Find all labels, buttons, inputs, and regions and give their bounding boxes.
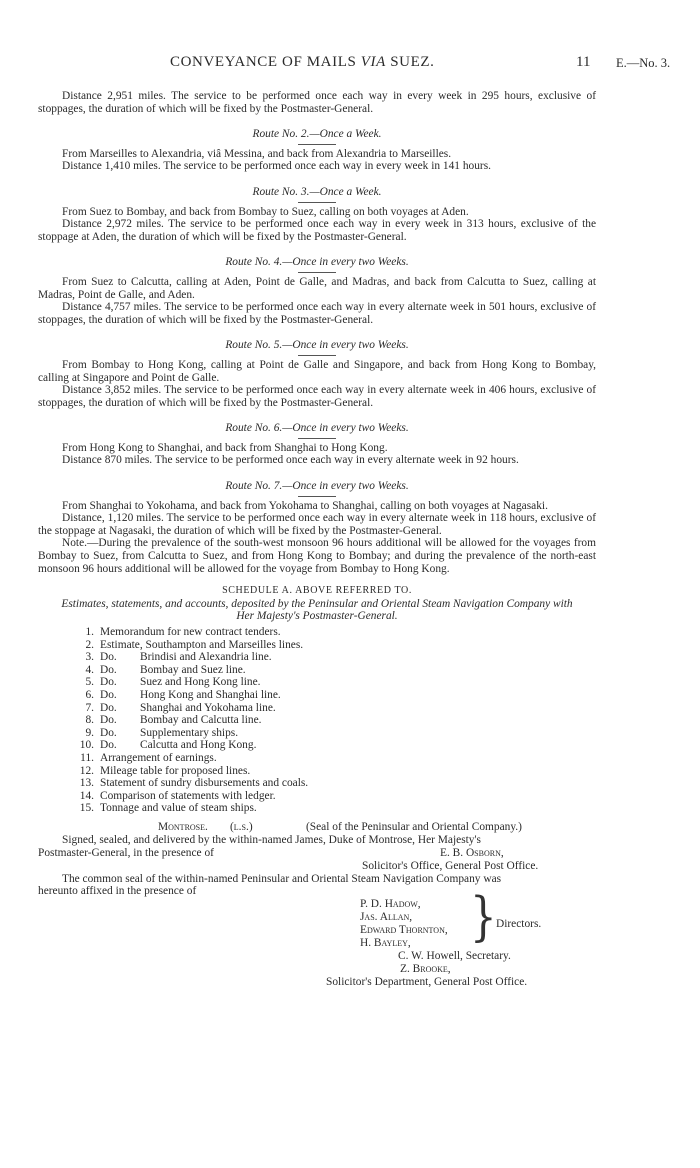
common-seal-statement: The common seal of the within-named Peninsular and Oriental Steam Navigation Company was [62, 872, 502, 885]
schedule-item: 1. Memorandum for new contract tenders. [85, 626, 281, 638]
route-divider [298, 202, 336, 203]
route-3 [38, 186, 596, 243]
schedule-item: 10. Do. Calcutta and Hong Kong. [79, 739, 257, 752]
schedule-item: 4. Do. Bombay and Suez line. [85, 663, 246, 676]
route-paragraph: From Bombay to Hong Kong, calling at Point de Galle and Singapore, and back from Hong Kong to Bombay, calling at Singapore and Point de Galle. [38, 358, 596, 384]
signed-statement: Signed, sealed, and delivered by the within-named James, Duke of Montrose, Her Majesty's [62, 833, 481, 846]
director-name: P. D. Hadow, [360, 898, 421, 911]
route-paragraph: Distance 2,972 miles. The service to be performed once each way in every week in 313 hours, exclusive of the stoppage at Aden, the duration of which will be fixed by the Postmaster-General. [38, 218, 596, 243]
route-note: Note.—During the prevalence of the south-west monsoon 96 hours additional will be allowed for the voyages from Bombay to Suez, from Calcutta to Suez, and from Hong Kong to Bombay; and during the prevalence of the north-east monsoon 96 hours additional will be allowed for the voyage from Bombay to Hong Kong. [38, 537, 596, 575]
secretary-signature: C. W. Howell, Secretary. [398, 950, 511, 963]
route-heading: Route No. 5.—Once in every two Weeks. [225, 339, 409, 352]
route-paragraph: Distance 3,852 miles. The service to be performed once each way in every alternate week in 406 hours, exclusive of stoppages, the duration of which will be fixed by the Postmaster-General. [38, 384, 596, 409]
schedule-item: 8. Do. Bombay and Calcutta line. [85, 714, 262, 727]
witness-name: E. B. Osborn, [440, 846, 504, 859]
schedule-list [38, 626, 596, 815]
route-paragraph: From Suez to Bombay, and back from Bombay to Suez, calling on both voyages at Aden. [62, 205, 469, 218]
route-divider [298, 438, 336, 439]
director-name: H. Bayley, [360, 937, 411, 950]
schedule-item: 11. Arrangement of earnings. [80, 751, 217, 764]
montrose-signature: Montrose. [158, 820, 208, 833]
schedule-item: 12. Mileage table for proposed lines. [79, 764, 251, 777]
schedule-item: 13. Statement of sundry disbursements and coals. [79, 777, 309, 790]
route-6 [38, 422, 596, 467]
route-heading: Route No. 3.—Once a Week. [252, 185, 382, 198]
schedule-item: 2. Estimate, Southampton and Marseilles lines. [85, 638, 304, 651]
page-number: 11 [576, 54, 591, 70]
schedule-item: 15. Tonnage and value of steam ships. [79, 802, 257, 815]
route-divider [298, 355, 336, 356]
schedule-item: 3. Do. Brindisi and Alexandria line. [85, 651, 272, 664]
route-paragraph: Distance 4,757 miles. The service to be performed once each way in every alternate week in 501 hours, exclusive of stoppages, the duration of which will be fixed by the Postmaster-General. [38, 301, 596, 326]
schedule-item: 9. Do. Supplementary ships. [85, 726, 239, 739]
route-paragraph: From Hong Kong to Shanghai, and back from Shanghai to Hong Kong. [62, 441, 388, 454]
schedule-item: 5. Do. Suez and Hong Kong line. [85, 676, 261, 689]
route-paragraph: Distance, 1,120 miles. The service to be performed once each way in every alternate week in 118 hours, exclusive of the stoppage at Nagasaki, the duration of which will be fixed by the Postmaster-General. [38, 512, 596, 537]
document-body [38, 90, 596, 1002]
header-via: VIA [360, 54, 386, 70]
route-paragraph: From Shanghai to Yokohama, and back from Yokohama to Shanghai, calling on both voyages at Nagasaki. [62, 499, 548, 512]
brooke-signature: Z. Brooke, [400, 963, 451, 976]
document-reference: E.—No. 3. [616, 56, 671, 70]
route-5 [38, 339, 596, 409]
schedule-subheading: Estimates, statements, and accounts, deposited by the Peninsular and Oriental Steam Navigation Company with Her Majesty's Postmaster-General. [61, 597, 573, 623]
director-name: Edward Thornton, [360, 924, 448, 937]
route-heading: Route No. 2.—Once a Week. [252, 128, 382, 141]
route-heading: Route No. 4.—Once in every two Weeks. [225, 256, 409, 269]
route-7 [38, 480, 596, 575]
director-name: Jas. Allan, [360, 911, 413, 924]
directors-label: Directors. [496, 918, 542, 931]
common-seal-line2: hereunto affixed in the presence of [38, 885, 197, 898]
route-2 [38, 128, 596, 173]
route-paragraph: From Suez to Calcutta, calling at Aden, Point de Galle, and Madras, and back from Calcutta to Suez, calling at Madras, Point de Galle, and Aden. [38, 275, 596, 301]
witness-office-row [38, 860, 596, 873]
signed-statement-line2: Postmaster-General, in the presence of E. B. Osborn, [38, 846, 504, 859]
route-1-distance: Distance 2,951 miles. The service to be performed once each way in every week in 295 hours, exclusive of stoppages, the duration of which will be fixed by the Postmaster-General. [38, 90, 596, 115]
schedule-heading: SCHEDULE A. ABOVE REFERRED TO. [222, 585, 412, 597]
route-heading: Route No. 7.—Once in every two Weeks. [225, 480, 409, 493]
route-divider [298, 496, 336, 497]
montrose-signature-row [38, 821, 596, 834]
schedule-item: 6. Do. Hong Kong and Shanghai line. [85, 688, 281, 701]
route-paragraph: From Marseilles to Alexandria, viâ Messina, and back from Alexandria to Marseilles. [62, 147, 452, 160]
route-4 [38, 256, 596, 326]
route-divider [298, 144, 336, 145]
brooke-office: Solicitor's Department, General Post Office. [326, 976, 528, 989]
schedule-item: 14. Comparison of statements with ledger. [79, 789, 276, 802]
company-seal: (Seal of the Peninsular and Oriental Company.) [306, 820, 522, 833]
witness-office: Solicitor's Office, General Post Office. [362, 859, 539, 872]
route-paragraph: Distance 1,410 miles. The service to be performed once each way in every week in 141 hours. [62, 160, 492, 173]
schedule-item: 7. Do. Shanghai and Yokohama line. [85, 701, 276, 714]
route-paragraph: Distance 870 miles. The service to be performed once each way in every alternate week in 92 hours. [62, 454, 519, 467]
page-header-title: CONVEYANCE OF MAILS VIA SUEZ. [170, 54, 435, 70]
route-heading: Route No. 6.—Once in every two Weeks. [225, 422, 409, 435]
locus-sigilli: (l.s.) [230, 820, 253, 833]
brace-glyph: } [470, 885, 497, 948]
route-divider [298, 272, 336, 273]
